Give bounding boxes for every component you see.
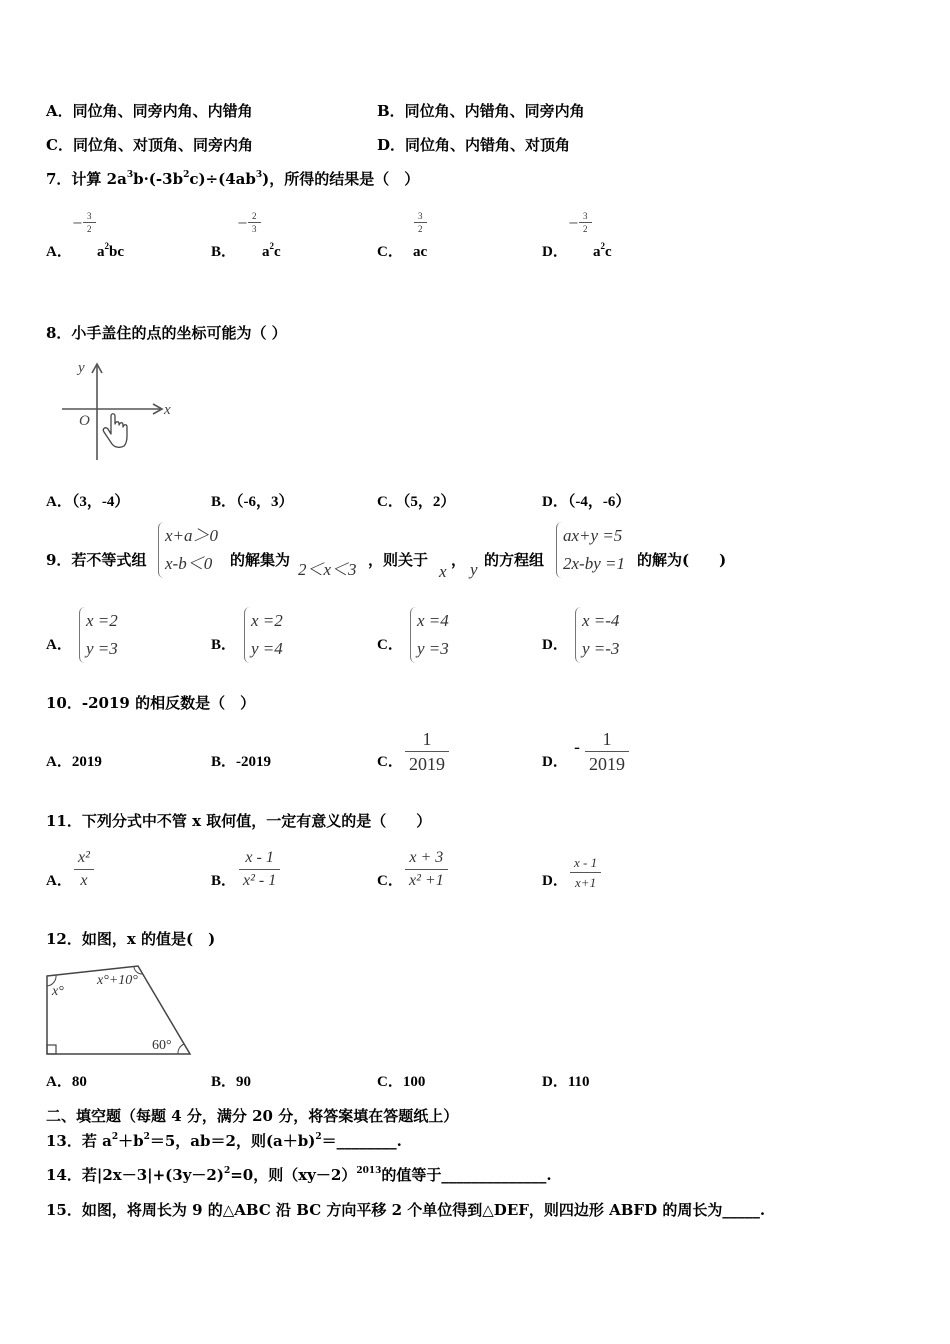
q7-fraction-numerator: 3 bbox=[579, 210, 592, 223]
q7-option-term bbox=[97, 242, 124, 262]
origin-label: O bbox=[79, 413, 90, 429]
q7-term-exponent: 2 bbox=[600, 241, 605, 251]
q9-solution-range: 2＜x＜3 bbox=[298, 560, 357, 579]
q9-comma: ， bbox=[451, 551, 467, 569]
q12-option: B．90 bbox=[211, 1074, 252, 1090]
q12-stem: 12．如图，x 的值是( ) bbox=[46, 930, 216, 948]
q7-option-sign: − bbox=[568, 216, 579, 231]
quadrilateral-figure bbox=[44, 962, 194, 1058]
q9-text-4: 的解为( ) bbox=[637, 551, 727, 569]
q7-term-base: a bbox=[262, 244, 270, 260]
q11-option-fraction bbox=[74, 847, 94, 892]
q10-option-d-sign: - bbox=[574, 737, 581, 758]
q7-term-exponent: 2 bbox=[269, 241, 274, 251]
q9-ineq-1: x+a＞0 bbox=[165, 526, 219, 545]
q7-option-fraction bbox=[83, 210, 96, 235]
q6-option-c: C．同位角、对顶角、同旁内角 bbox=[46, 136, 253, 154]
q7-term-tail: c bbox=[605, 244, 612, 260]
q15: 15．如图，将周长为 9 的△ABC 沿 BC 方向平移 2 个单位得到△DEF，则四边形 ABFD 的周长为_____. bbox=[46, 1201, 766, 1219]
q9-equation-system bbox=[556, 522, 625, 578]
q9-number: 9．若不等式组 bbox=[46, 551, 147, 569]
axis-y-label: y bbox=[78, 360, 85, 376]
q6-option-a: A．同位角、同旁内角、内错角 bbox=[46, 102, 253, 120]
q7-option-fraction bbox=[248, 210, 261, 235]
q7-fraction-denominator: 3 bbox=[252, 224, 257, 234]
q10-c-numerator: 1 bbox=[405, 727, 449, 752]
q10-d-numerator: 1 bbox=[585, 727, 629, 752]
q10-option-c-fraction bbox=[405, 727, 449, 776]
q9-option-system bbox=[244, 607, 283, 663]
q11-option-fraction bbox=[570, 853, 601, 892]
q9-option-label: B． bbox=[211, 637, 237, 653]
q7-fraction-numerator: 2 bbox=[248, 210, 261, 223]
q10-option-c-label: C． bbox=[377, 754, 403, 770]
q7-option-label: C． bbox=[377, 244, 403, 260]
q8-stem: 8．小手盖住的点的坐标可能为（ ） bbox=[46, 324, 287, 342]
q9-option-system bbox=[79, 607, 118, 663]
q7-fraction-numerator: 3 bbox=[83, 210, 96, 223]
q10-c-denominator: 2019 bbox=[409, 754, 445, 774]
q13: 13．若 $a^2+b^2=5$，ab＝2，则$(a+b)^2=\_\_\_\_\_\_\_\_$. bbox=[46, 1132, 402, 1150]
q7-term-tail: bc bbox=[109, 244, 124, 260]
q7-option-sign: − bbox=[237, 216, 248, 231]
q11-fraction-numerator: x - 1 bbox=[239, 847, 280, 870]
q11-fraction-denominator: x² +1 bbox=[409, 872, 444, 889]
q9-ineq-2: x-b＜0 bbox=[165, 554, 213, 573]
q9-option-system bbox=[410, 607, 449, 663]
q11-option-label: A． bbox=[46, 873, 72, 889]
q11-option-label: C． bbox=[377, 873, 403, 889]
q12-option: C．100 bbox=[377, 1074, 426, 1090]
q11-fraction-numerator: x + 3 bbox=[405, 847, 448, 870]
q9-inequality-system bbox=[158, 522, 218, 578]
q9-option-x: x =4 bbox=[417, 611, 449, 630]
q7-term-base: a bbox=[593, 244, 601, 260]
q7-fraction-numerator: 3 bbox=[414, 210, 427, 223]
q10-stem: 10．-2019 的相反数是（ ） bbox=[46, 694, 256, 712]
q14: 14．若$|2x-3|+(3y-2)^2=0$，则$(xy-2)^{2013}$的值等于______________. bbox=[46, 1166, 552, 1184]
q7-fraction-denominator: 2 bbox=[87, 224, 92, 234]
q10-option-d-fraction bbox=[585, 727, 629, 776]
q10-option-b: B．-2019 bbox=[211, 754, 272, 770]
q9-option-y: y =-3 bbox=[582, 639, 620, 658]
q7-term-tail: c bbox=[274, 244, 281, 260]
q11-fraction-denominator: x² - 1 bbox=[243, 872, 277, 889]
axis-x-label: x bbox=[164, 402, 171, 418]
q7-option-sign: − bbox=[72, 216, 83, 231]
q11-option-fraction bbox=[405, 847, 448, 892]
q7-option-label: A． bbox=[46, 244, 72, 260]
q9-option-y: y =4 bbox=[251, 639, 283, 658]
q9-text-1: 的解集为 bbox=[230, 551, 291, 569]
q9-option-x: x =2 bbox=[251, 611, 283, 630]
q9-text-2: ，则关于 bbox=[368, 551, 429, 569]
q11-fraction-denominator: x+1 bbox=[575, 875, 597, 890]
q7-option-label: D． bbox=[542, 244, 568, 260]
q9-option-x: x =-4 bbox=[582, 611, 620, 630]
q9-option-y: y =3 bbox=[86, 639, 118, 658]
q10-option-d-label: D． bbox=[542, 754, 568, 770]
q9-eq-1: ax+y =5 bbox=[563, 526, 623, 545]
q12-option: A．80 bbox=[46, 1074, 87, 1090]
section2-heading: 二、填空题（每题 4 分，满分 20 分，将答案填在答题纸上） bbox=[46, 1107, 459, 1125]
q11-stem: 11．下列分式中不管 x 取何值，一定有意义的是（ ） bbox=[46, 812, 432, 830]
q9-eq-2: 2x-by =1 bbox=[563, 554, 625, 573]
q8-option: C．（5，2） bbox=[377, 494, 456, 510]
q6-option-b: B．同位角、内错角、同旁内角 bbox=[377, 102, 585, 120]
q7-option-fraction bbox=[414, 210, 427, 235]
hand-icon bbox=[103, 414, 127, 448]
q7-stem: 7．计算 $2a^3b\cdot(-3b^2c)\div(4ab^3)$，所得的结果是（ ） bbox=[46, 170, 420, 188]
q9-option-label: D． bbox=[542, 637, 568, 653]
q9-option-y: y =3 bbox=[417, 639, 449, 658]
q9-var-x: x bbox=[439, 562, 447, 581]
q7-option-label: B． bbox=[211, 244, 237, 260]
q7-option-term bbox=[593, 242, 612, 262]
q11-option-label: D． bbox=[542, 873, 568, 889]
q11-fraction-numerator: x - 1 bbox=[570, 853, 601, 873]
q10-option-a: A．2019 bbox=[46, 754, 102, 770]
q7-term-exponent: 2 bbox=[104, 241, 109, 251]
q11-option-label: B． bbox=[211, 873, 237, 889]
q8-option: D．（-4，-6） bbox=[542, 494, 631, 510]
q7-fraction-denominator: 2 bbox=[583, 224, 588, 234]
q6-option-d: D．同位角、内错角、对顶角 bbox=[377, 136, 571, 154]
q9-option-system bbox=[575, 607, 619, 663]
coordinate-axes-figure bbox=[58, 356, 178, 464]
angle-label-x: x° bbox=[52, 984, 64, 999]
q9-option-label: C． bbox=[377, 637, 403, 653]
q7-term-base: a bbox=[97, 244, 105, 260]
q7-term-base: ac bbox=[413, 244, 428, 260]
q7-fraction-denominator: 2 bbox=[418, 224, 423, 234]
q8-option: B．（-6，3） bbox=[211, 494, 294, 510]
q9-var-y: y bbox=[470, 560, 478, 579]
q10-d-denominator: 2019 bbox=[589, 754, 625, 774]
q7-option-fraction bbox=[579, 210, 592, 235]
q7-option-term bbox=[413, 242, 427, 262]
q9-text-3: 的方程组 bbox=[484, 551, 545, 569]
angle-label-x-plus-10: x°+10° bbox=[97, 973, 138, 988]
q11-fraction-denominator: x bbox=[80, 872, 88, 889]
q9-option-x: x =2 bbox=[86, 611, 118, 630]
q11-option-fraction bbox=[239, 847, 280, 892]
q9-option-label: A． bbox=[46, 637, 72, 653]
q12-option: D．110 bbox=[542, 1074, 590, 1090]
angle-label-60: 60° bbox=[152, 1038, 172, 1053]
q11-fraction-numerator: x² bbox=[74, 847, 94, 870]
q7-option-term bbox=[262, 242, 281, 262]
q8-option: A．（3，-4） bbox=[46, 494, 130, 510]
